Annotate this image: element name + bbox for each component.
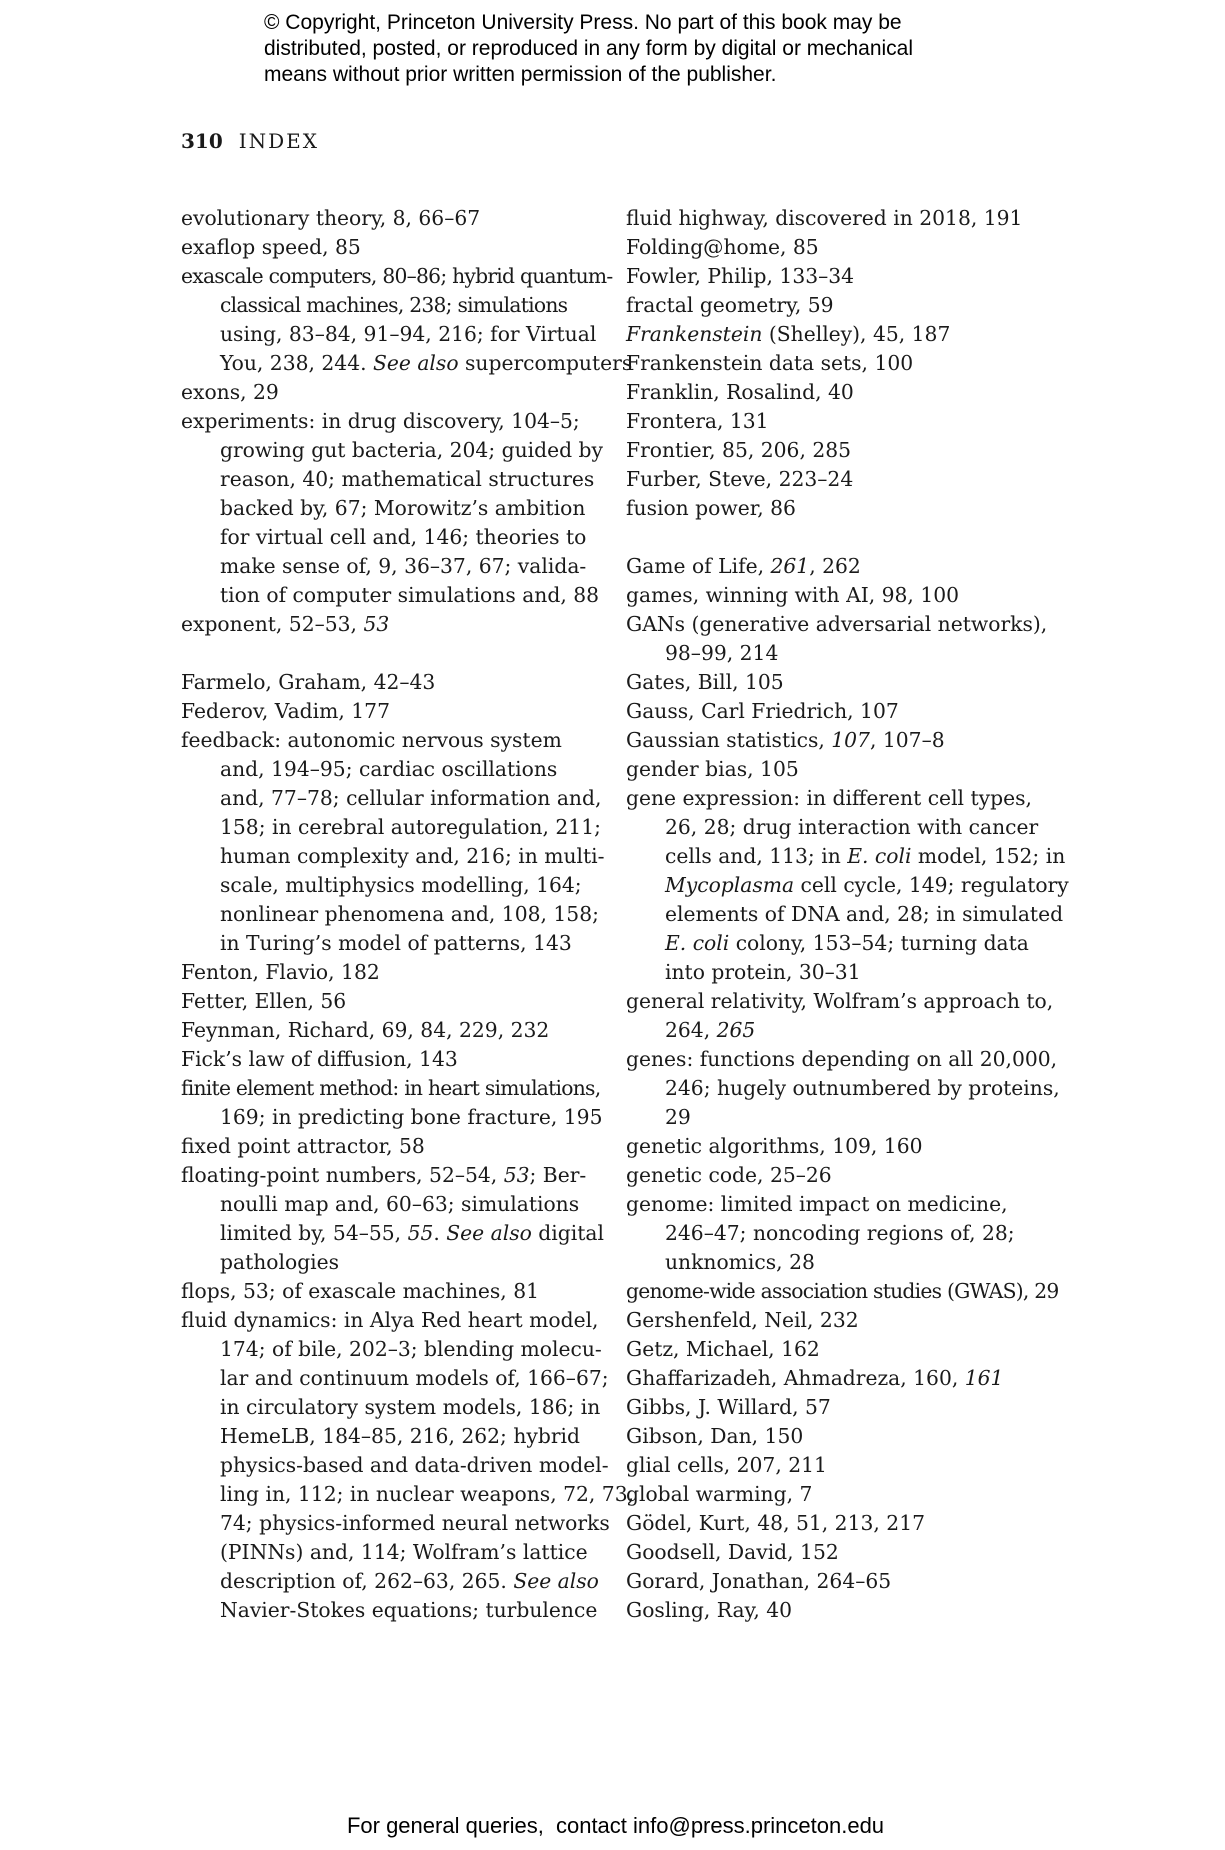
entry-text: fractal geometry, 59 — [626, 293, 834, 317]
index-entry-continuation — [626, 813, 1058, 842]
index-entry-continuation — [181, 1248, 613, 1277]
index-entry — [626, 233, 1058, 262]
index-column-left — [181, 204, 635, 1625]
entry-text: Ghaffarizadeh, Ahmadreza, 160, — [626, 1366, 965, 1390]
entry-text: floating-point numbers, 52–54, — [181, 1163, 504, 1187]
entry-text: Folding@home, 85 — [626, 235, 819, 259]
entry-text: supercomputers — [458, 351, 633, 375]
index-entry-continuation — [181, 523, 613, 552]
index-entry — [626, 1393, 1058, 1422]
index-entry-continuation — [626, 1016, 1058, 1045]
index-entry-continuation — [181, 784, 613, 813]
index-entry-continuation — [626, 1219, 1058, 1248]
entry-text: make sense of, 9, 36–37, 67; valida- — [220, 554, 587, 578]
index-entry — [181, 1306, 613, 1335]
index-entry — [181, 1277, 613, 1306]
entry-text: description of, 262–63, 265. — [220, 1569, 514, 1593]
index-entry — [626, 291, 1058, 320]
index-entry — [626, 204, 1058, 233]
entry-text: fluid dynamics: in Alya Red heart model, — [181, 1308, 599, 1332]
index-entry-continuation — [181, 436, 613, 465]
entry-text: Farmelo, Graham, 42–43 — [181, 670, 436, 694]
index-entry — [181, 1045, 613, 1074]
entry-text: for virtual cell and, 146; theories to — [220, 525, 587, 549]
index-entry — [626, 581, 1058, 610]
index-entry-continuation — [626, 1074, 1058, 1103]
entry-text: digital — [531, 1221, 604, 1245]
index-entry — [181, 1132, 613, 1161]
index-entry — [626, 668, 1058, 697]
italic-text: See also — [373, 351, 459, 375]
index-entry — [626, 1364, 1058, 1393]
index-entry — [181, 204, 613, 233]
index-entry — [626, 1132, 1058, 1161]
entry-text: fusion power, 86 — [626, 496, 796, 520]
entry-text: ; Ber- — [529, 1163, 587, 1187]
italic-text: 161 — [964, 1366, 1004, 1390]
entry-text: physics-based and data-driven model- — [220, 1453, 609, 1477]
entry-text: Gödel, Kurt, 48, 51, 213, 217 — [626, 1511, 925, 1535]
entry-text: (Shelley), 45, 187 — [762, 322, 951, 346]
index-entry-continuation — [626, 1248, 1058, 1277]
italic-text: 107 — [831, 728, 870, 752]
index-entry-continuation — [181, 1538, 613, 1567]
entry-text: Gates, Bill, 105 — [626, 670, 784, 694]
entry-text: cell cycle, 149; regulatory — [794, 873, 1069, 897]
entry-text: 246; hugely outnumbered by proteins, — [665, 1076, 1060, 1100]
index-entry-continuation — [181, 1103, 613, 1132]
index-entry — [626, 1161, 1058, 1190]
index-entry — [181, 1016, 613, 1045]
index-entry-continuation — [181, 1509, 613, 1538]
index-entry-continuation — [181, 1190, 613, 1219]
index-entry — [626, 1335, 1058, 1364]
entry-text: Gibson, Dan, 150 — [626, 1424, 804, 1448]
entry-text: human complexity and, 216; in multi- — [220, 844, 605, 868]
entry-text: and, 194–95; cardiac oscillations — [220, 757, 558, 781]
entry-text: Getz, Michael, 162 — [626, 1337, 820, 1361]
section-title: INDEX — [238, 129, 320, 153]
index-column-right — [626, 204, 1069, 1625]
index-entry — [626, 987, 1058, 1016]
index-entry — [626, 755, 1058, 784]
footer-label: For general queries, — [346, 1813, 544, 1838]
entry-text: Gorard, Jonathan, 264–65 — [626, 1569, 892, 1593]
index-entry — [626, 1480, 1058, 1509]
index-entry — [626, 407, 1058, 436]
italic-text: 261 — [770, 554, 810, 578]
entry-text: into protein, 30–31 — [665, 960, 861, 984]
entry-text: Frontier, 85, 206, 285 — [626, 438, 852, 462]
entry-text: games, winning with AI, 98, 100 — [626, 583, 960, 607]
index-entry-continuation — [626, 1103, 1058, 1132]
index-entry-continuation — [181, 1422, 613, 1451]
index-entry-continuation — [181, 552, 613, 581]
index-entry — [626, 1277, 1058, 1306]
index-entry — [626, 262, 1058, 291]
index-entry — [181, 726, 613, 755]
entry-text: lar and continuum models of, 166–67; — [220, 1366, 609, 1390]
entry-text: and, 77–78; cellular information and, — [220, 786, 602, 810]
index-entry-continuation — [181, 842, 613, 871]
index-entry — [626, 378, 1058, 407]
entry-text: backed by, 67; Morowitz’s ambition — [220, 496, 586, 520]
index-entry — [181, 1074, 613, 1103]
index-entry-continuation — [181, 1219, 613, 1248]
index-entry-continuation — [181, 1480, 635, 1509]
entry-text: 246–47; noncoding regions of, 28; — [665, 1221, 1015, 1245]
index-entry-continuation — [181, 1596, 613, 1625]
index-entry — [626, 1045, 1058, 1074]
italic-text: 55 — [407, 1221, 434, 1245]
entry-text: general relativity, Wolfram’s approach to, — [626, 989, 1054, 1013]
index-entry — [626, 1451, 1058, 1480]
entry-text: Gibbs, J. Willard, 57 — [626, 1395, 831, 1419]
index-entry-continuation — [181, 929, 613, 958]
italic-text: 265 — [716, 1018, 756, 1042]
entry-text: fixed point attractor, 58 — [181, 1134, 425, 1158]
index-entry — [626, 465, 1058, 494]
entry-text: using, 83–84, 91–94, 216; for Virtual — [220, 322, 597, 346]
index-entry-continuation — [181, 1393, 613, 1422]
entry-text: finite element method: in heart simulations, — [181, 1076, 601, 1100]
entry-text: , 107–8 — [869, 728, 945, 752]
entry-text: genome: limited impact on medicine, — [626, 1192, 1008, 1216]
letter-gap — [626, 523, 1058, 552]
index-entry-continuation — [181, 349, 633, 378]
entry-text: Gaussian statistics, — [626, 728, 832, 752]
entry-text: Frankenstein data sets, 100 — [626, 351, 914, 375]
index-entry — [626, 1509, 1058, 1538]
index-entry-continuation — [181, 465, 613, 494]
footer — [0, 1813, 1225, 1839]
entry-text: limited by, 54–55, — [220, 1221, 408, 1245]
index-entry — [626, 1567, 1058, 1596]
index-entry — [181, 407, 613, 436]
entry-text: genome-wide association studies (GWAS), 29 — [626, 1279, 1059, 1303]
entry-text: Feynman, Richard, 69, 84, 229, 232 — [181, 1018, 550, 1042]
entry-text: Franklin, Rosalind, 40 — [626, 380, 854, 404]
entry-text: Frontera, 131 — [626, 409, 769, 433]
entry-text: genetic code, 25–26 — [626, 1163, 832, 1187]
index-entry — [626, 349, 1058, 378]
index-entry — [626, 784, 1058, 813]
index-entry-continuation — [626, 871, 1069, 900]
index-entry-continuation — [181, 494, 613, 523]
entry-text: growing gut bacteria, 204; guided by — [220, 438, 603, 462]
copyright-line: distributed, posted, or reproduced in any form by digital or mechanical — [264, 37, 914, 60]
index-entry — [181, 958, 613, 987]
entry-text: pathologies — [220, 1250, 340, 1274]
index-entry-continuation — [626, 958, 1058, 987]
index-entry-continuation — [626, 639, 1058, 668]
entry-text: Gershenfeld, Neil, 232 — [626, 1308, 859, 1332]
entry-text: genes: functions depending on all 20,000, — [626, 1047, 1058, 1071]
letter-gap — [181, 639, 613, 668]
index-entry — [626, 494, 1058, 523]
index-entry — [626, 1538, 1058, 1567]
index-entry-continuation — [181, 871, 613, 900]
index-entry — [181, 987, 613, 1016]
entry-text: evolutionary theory, 8, 66–67 — [181, 206, 481, 230]
index-entry-continuation — [181, 320, 613, 349]
entry-text: Federov, Vadim, 177 — [181, 699, 390, 723]
entry-text: Gosling, Ray, 40 — [626, 1598, 793, 1622]
copyright-notice — [264, 10, 1024, 88]
entry-text: gene expression: in different cell types, — [626, 786, 1032, 810]
entry-text: 26, 28; drug interaction with cancer — [665, 815, 1039, 839]
entry-text: Fowler, Philip, 133–34 — [626, 264, 855, 288]
italic-text: 53 — [503, 1163, 530, 1187]
entry-text: exons, 29 — [181, 380, 279, 404]
index-entry — [626, 320, 1058, 349]
entry-text: exascale computers, 80–86; hybrid quantum- — [181, 264, 613, 288]
italic-text: 53 — [363, 612, 390, 636]
entry-text: colony, 153–54; turning data — [729, 931, 1029, 955]
entry-text: Fenton, Flavio, 182 — [181, 960, 380, 984]
index-entry-continuation — [181, 581, 613, 610]
index-entry-continuation — [626, 842, 1066, 871]
entry-text: You, 238, 244. — [220, 351, 373, 375]
entry-text: tion of computer simulations and, 88 — [220, 583, 600, 607]
index-entry — [626, 1306, 1058, 1335]
italic-text: See also — [513, 1569, 599, 1593]
index-entry — [181, 262, 613, 291]
entry-text: (PINNs) and, 114; Wolfram’s lattice — [220, 1540, 588, 1564]
entry-text: fluid highway, discovered in 2018, 191 — [626, 206, 1023, 230]
entry-text: 98–99, 214 — [665, 641, 779, 665]
entry-text: in Turing’s model of patterns, 143 — [220, 931, 572, 955]
entry-text: ling in, 112; in nuclear weapons, 72, 73, — [220, 1482, 635, 1506]
italic-text: E. coli — [847, 844, 912, 868]
index-entry — [626, 610, 1058, 639]
entry-text: 158; in cerebral autoregulation, 211; — [220, 815, 601, 839]
italic-text: See also — [446, 1221, 532, 1245]
index-entry — [181, 233, 613, 262]
entry-text: 264, — [665, 1018, 717, 1042]
entry-text: model, 152; in — [911, 844, 1066, 868]
index-entry — [181, 378, 613, 407]
index-entry-continuation — [626, 929, 1058, 958]
entry-text: exponent, 52–53, — [181, 612, 364, 636]
index-entry-continuation — [181, 1364, 613, 1393]
entry-text: flops, 53; of exascale machines, 81 — [181, 1279, 540, 1303]
entry-text: 169; in predicting bone fracture, 195 — [220, 1105, 603, 1129]
index-entry-continuation — [181, 1451, 613, 1480]
entry-text: cells and, 113; in — [665, 844, 848, 868]
index-entry — [626, 1422, 1058, 1451]
entry-text: global warming, 7 — [626, 1482, 813, 1506]
italic-text: Frankenstein — [626, 322, 763, 346]
index-entry — [626, 1190, 1058, 1219]
entry-text: in circulatory system models, 186; in — [220, 1395, 601, 1419]
entry-text: 174; of bile, 202–3; blending molecu- — [220, 1337, 602, 1361]
footer-contact: contact info@press.princeton.edu — [555, 1813, 885, 1838]
index-entry — [626, 726, 1058, 755]
entry-text: , 262 — [809, 554, 861, 578]
entry-text: classical machines, 238; simulations — [220, 293, 568, 317]
entry-text: nonlinear phenomena and, 108, 158; — [220, 902, 599, 926]
entry-text: Navier-Stokes equations; turbulence — [220, 1598, 598, 1622]
entry-text: unknomics, 28 — [665, 1250, 815, 1274]
index-entry-continuation — [181, 1567, 613, 1596]
entry-text: Fetter, Ellen, 56 — [181, 989, 347, 1013]
index-entry — [626, 697, 1058, 726]
page-number: 310 — [181, 129, 223, 153]
entry-text: noulli map and, 60–63; simulations — [220, 1192, 580, 1216]
index-entry — [626, 552, 1058, 581]
entry-text: exaflop speed, 85 — [181, 235, 361, 259]
entry-text: Fick’s law of diffusion, 143 — [181, 1047, 458, 1071]
running-head — [181, 128, 319, 154]
entry-text: Game of Life, — [626, 554, 771, 578]
copyright-line: © Copyright, Princeton University Press. No part of this book may be — [264, 11, 902, 34]
index-entry — [181, 668, 613, 697]
copyright-line: means without prior written permission of the publisher. — [264, 63, 777, 86]
index-entry-continuation — [181, 813, 613, 842]
index-entry — [181, 1161, 613, 1190]
italic-text: E. coli — [665, 931, 730, 955]
entry-text: feedback: autonomic nervous system — [181, 728, 562, 752]
entry-text: Goodsell, David, 152 — [626, 1540, 839, 1564]
entry-text: gender bias, 105 — [626, 757, 799, 781]
index-entry-continuation — [181, 291, 613, 320]
index-entry — [181, 610, 613, 639]
entry-text: genetic algorithms, 109, 160 — [626, 1134, 923, 1158]
index-entry — [181, 697, 613, 726]
entry-text: GANs (generative adversarial networks), — [626, 612, 1048, 636]
italic-text: Mycoplasma — [665, 873, 795, 897]
index-entry — [626, 436, 1058, 465]
entry-text: HemeLB, 184–85, 216, 262; hybrid — [220, 1424, 581, 1448]
entry-text: reason, 40; mathematical structures — [220, 467, 595, 491]
entry-text: scale, multiphysics modelling, 164; — [220, 873, 582, 897]
entry-text: 74; physics-informed neural networks — [220, 1511, 610, 1535]
entry-text: Gauss, Carl Friedrich, 107 — [626, 699, 899, 723]
index-entry — [626, 1596, 1058, 1625]
index-entry-continuation — [181, 900, 613, 929]
entry-text: 29 — [665, 1105, 691, 1129]
index-entry-continuation — [626, 900, 1064, 929]
index-entry-continuation — [181, 1335, 613, 1364]
entry-text: Furber, Steve, 223–24 — [626, 467, 854, 491]
index-entry-continuation — [181, 755, 613, 784]
entry-text: glial cells, 207, 211 — [626, 1453, 827, 1477]
entry-text: experiments: in drug discovery, 104–5; — [181, 409, 580, 433]
entry-text: . — [433, 1221, 447, 1245]
entry-text: elements of DNA and, 28; in simulated — [665, 902, 1064, 926]
